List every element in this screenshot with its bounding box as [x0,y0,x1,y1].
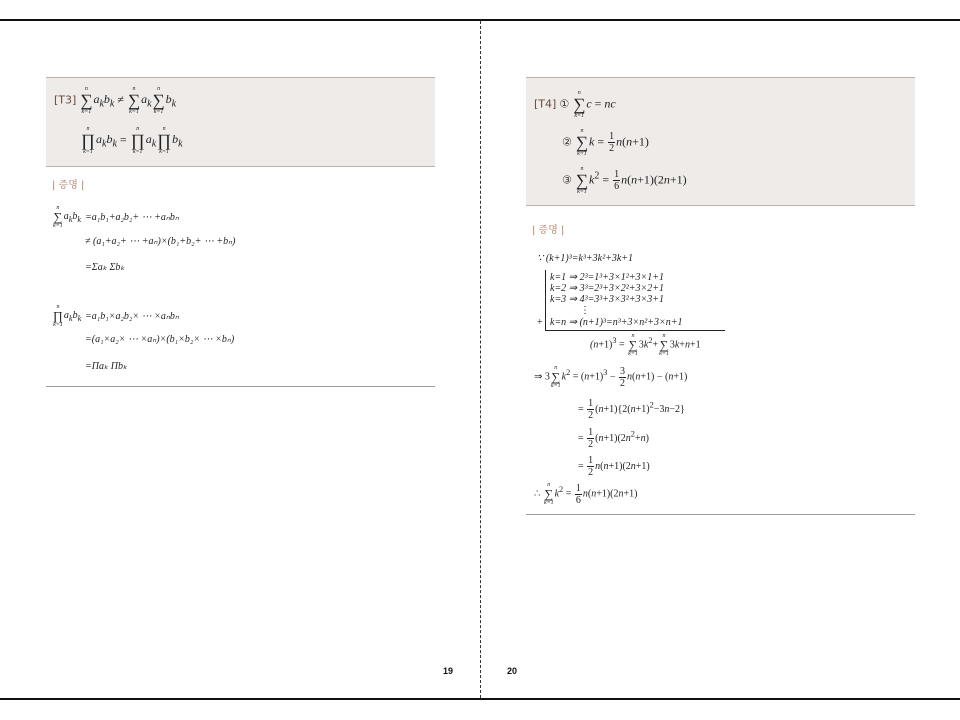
page-number: 19 [443,666,454,676]
case-line: ⋮ [580,305,590,316]
section-end-rule [46,386,435,387]
because-line: ∵ (k+1)³=k³+3k²+3k+1 [537,253,634,264]
derivation-line-3: = $\frac{1}{2}$ $(n+1)(2n^2+n)$ [578,427,649,450]
t4-item1: [T4] ① n ∑ k=1 c = nc [534,90,616,119]
proof-label: | 증명 | [532,225,565,236]
sum-proof-lhs: n ∑ k=1 $a_kb_k$ [53,205,82,229]
page-number: 20 [507,666,518,676]
t3-line2: n ∏ k=1 $a_kb_k$ = n ∏ k=1 $a_k$ n ∏ k=1 $b_k$ [81,126,183,155]
t4-item3: ③ n ∑ k=1 $k^2$ = $\frac{1}{6}$ n(n+1)(2n+1) [562,166,687,195]
prod-proof-line: =Πaₖ Πbₖ [85,361,128,372]
plus-sign: + [537,317,543,328]
cases-bracket [545,270,546,330]
bottom-border [0,698,960,700]
sum-rule [545,330,725,331]
therefore-line: ∴ n ∑ k=1 $k^2$ = $\frac{1}{6}$ n(n+1)(2n+1) [534,482,638,506]
t4-item2: ② n ∑ k=1 k = $\frac{1}{2}$ n(n+1) [562,128,649,157]
prod-proof-lhs: n ∏ k=1 $a_kb_k$ [53,304,82,328]
proof-label: | 증명 | [52,180,85,191]
t4-tag: [T4] [534,97,557,111]
case-line: k=1 ⇒ 2³=1³+3×1²+3×1+1 [550,272,665,283]
case-line: k=n ⇒ (n+1)³=n³+3×n²+3×n+1 [550,317,683,328]
sum-result: $(n+1)^3$ = n ∑ k=1 $3k^2+$ n ∑ k=1 3k+n+1 [590,333,701,357]
sum-proof-line: =a₁b₁+a₂b₂+ ⋯ +aₙbₙ [85,212,179,223]
page-divider [480,21,481,698]
derivation-line-2: = $\frac{1}{2}$ $(n+1)\{2(n+1)^2-3n-2\}$ [578,398,685,421]
section-end-rule [526,514,915,515]
derivation-line-4: = $\frac{1}{2}$ n(n+1)(2n+1) [578,455,650,478]
case-line: k=2 ⇒ 3³=2³+3×2²+3×2+1 [550,283,665,294]
derivation-line-1: ⇒ 3 n ∑ k=1 $k^2 = (n+1)^3$ − $\frac{3}{2}$ n(n+1) − (n+1) [534,365,688,389]
case-line: k=3 ⇒ 4³=3³+3×3²+3×3+1 [550,294,665,305]
t3-line1: [T3] n ∑ k=1 $a_kb_k$ ≠ n ∑ k=1 $a_k$ n ∑ k=1 $b_k$ [54,86,177,115]
prod-proof-line: =a₁b₁×a₂b₂× ⋯ ×aₙbₙ [85,311,179,322]
t3-tag: [T3] [54,93,77,107]
sum-proof-line: ≠ (a₁+a₂+ ⋯ +aₙ)×(b₁+b₂+ ⋯ +bₙ) [85,236,236,247]
prod-proof-line: =(a₁×a₂× ⋯ ×aₙ)×(b₁×b₂× ⋯ ×bₙ) [85,334,235,345]
sum-proof-line: =Σaₖ Σbₖ [85,262,125,273]
